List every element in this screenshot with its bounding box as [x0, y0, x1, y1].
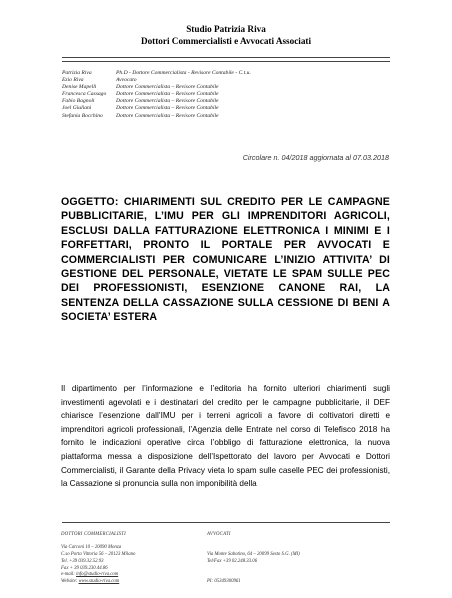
staff-row [62, 98, 402, 105]
firm-name: Studio Patrizia Riva [186, 24, 266, 34]
website-label: Website: [61, 578, 78, 584]
staff-role: Dottore Commercialista – Revisore Contabile [116, 98, 219, 105]
staff-role: Dottore Commercialista – Revisore Contabile [116, 112, 219, 119]
body-paragraph: Il dipartimento per l’informazione e l’editoria ha fornito ulteriori chiarimenti sugli investimenti agevolati e i destinatari del credito per le campagne pubblicitarie, il DEF chiarisce l’esenzione dall’IMU per i terreni agricoli a favore di coltivatori diretti e imprenditori agricoli professionali, l’Agenzia delle Entrate nel corso di Telefisco 2018 ha fornito le indicazioni operative circa l’obbligo di fatturazione elettronica, la nuova piattaforma messa a disposizione dell’Ispettorato del lavoro per Avvocati e Dottori Commercialisti, il Garante della Privacy vieta lo spam sulle caselle PEC dei professionisti, la Cassazione si pronuncia sulla non imponibilità della [61, 384, 390, 489]
staff-name: Francesca Cassago [62, 91, 107, 98]
header-divider-bottom [62, 61, 390, 62]
staff-row [62, 105, 402, 112]
footer-divider [62, 522, 390, 523]
staff-list [62, 70, 402, 120]
footer-left-email-line [61, 572, 135, 579]
email-link[interactable]: info@studio-riva.com [76, 572, 119, 578]
header-divider-top [62, 57, 390, 58]
staff-role: Avvocato [116, 77, 137, 84]
staff-name: Joel Giuliani [62, 105, 92, 112]
footer-left-fax: Fax + 39 039.230.44.86 [61, 565, 108, 571]
footer-left-website-line [61, 579, 135, 586]
staff-row [62, 113, 402, 120]
footer-right-address: Via Monte Sabotino, 64 – 20099 Sesto S.G. (MI) [207, 552, 300, 558]
staff-name: Denise Mapelli [62, 84, 97, 91]
circular-reference: Circolare n. 04/2018 aggiornata al 07.03.2018 [242, 153, 389, 162]
email-label: e-mail: [61, 572, 75, 578]
website-link[interactable]: www.studio-riva.com [78, 578, 120, 584]
subject-heading: OGGETTO: CHIARIMENTI SUL CREDITO PER LE CAMPAGNE PUBBLICITARIE, L’IMU PER GLI IMPRENDITORI AGRICOLI, ESCLUSI DALLA FATTURAZIONE ELETTRONICA I MINIMI E I FORFETTARI, PRONTO IL PORTALE PER AVVOCATI E COMMERCIALISTI PER COMUNICARE L’INIZIO ATTIVITA’ DI GESTIONE DEL PERSONALE, VIETATE LE SPAM SULLE PEC DEI PROFESSIONISTI, ESENZIONE CANONE RAI, LA SENTENZA DELLA CASSAZIONE SULLA CESSIONE DI BENI A SOCIETA’ ESTERA [61, 196, 390, 324]
staff-name: Fabio Bagnoli [62, 98, 95, 105]
footer-left-address2: C.so Porta Vittoria 56 – 20123 Milano [61, 552, 136, 558]
firm-subtitle: Dottori Commercialisti e Avvocati Associati [140, 36, 312, 46]
footer-left-heading: DOTTORI COMMERCIALISTI [61, 532, 126, 537]
footer-right-tel: Tel/Fax +39 02.248.33.06 [207, 558, 258, 564]
staff-role: Dottore Commercialista – Revisore Contabile [116, 84, 219, 91]
staff-role: Ph.D - Dottore Commercialista - Revisore Contabile - C.t.u. [116, 70, 251, 76]
staff-role: Dottore Commercialista – Revisore Contabile [116, 105, 219, 112]
staff-role: Dottore Commercialista – Revisore Contabile [116, 91, 219, 98]
footer-commercialisti [61, 532, 135, 586]
footer-right-piva: PI: 05349300961 [207, 578, 241, 584]
footer-left-address1: Via Carconi 10 – 20090 Monza [61, 545, 122, 551]
staff-row [62, 91, 402, 98]
footer-avvocati [207, 532, 300, 586]
staff-name: Ezio Riva [62, 77, 84, 84]
staff-name: Patrizia Riva [62, 70, 92, 76]
footer-left-tel: Tel. +39 039.32.52.93 [61, 558, 104, 564]
staff-row [62, 70, 402, 77]
staff-row [62, 77, 402, 84]
staff-row [62, 84, 402, 91]
footer-right-heading: AVVOCATI [207, 532, 231, 537]
staff-name: Stefania Bocchino [62, 112, 103, 119]
